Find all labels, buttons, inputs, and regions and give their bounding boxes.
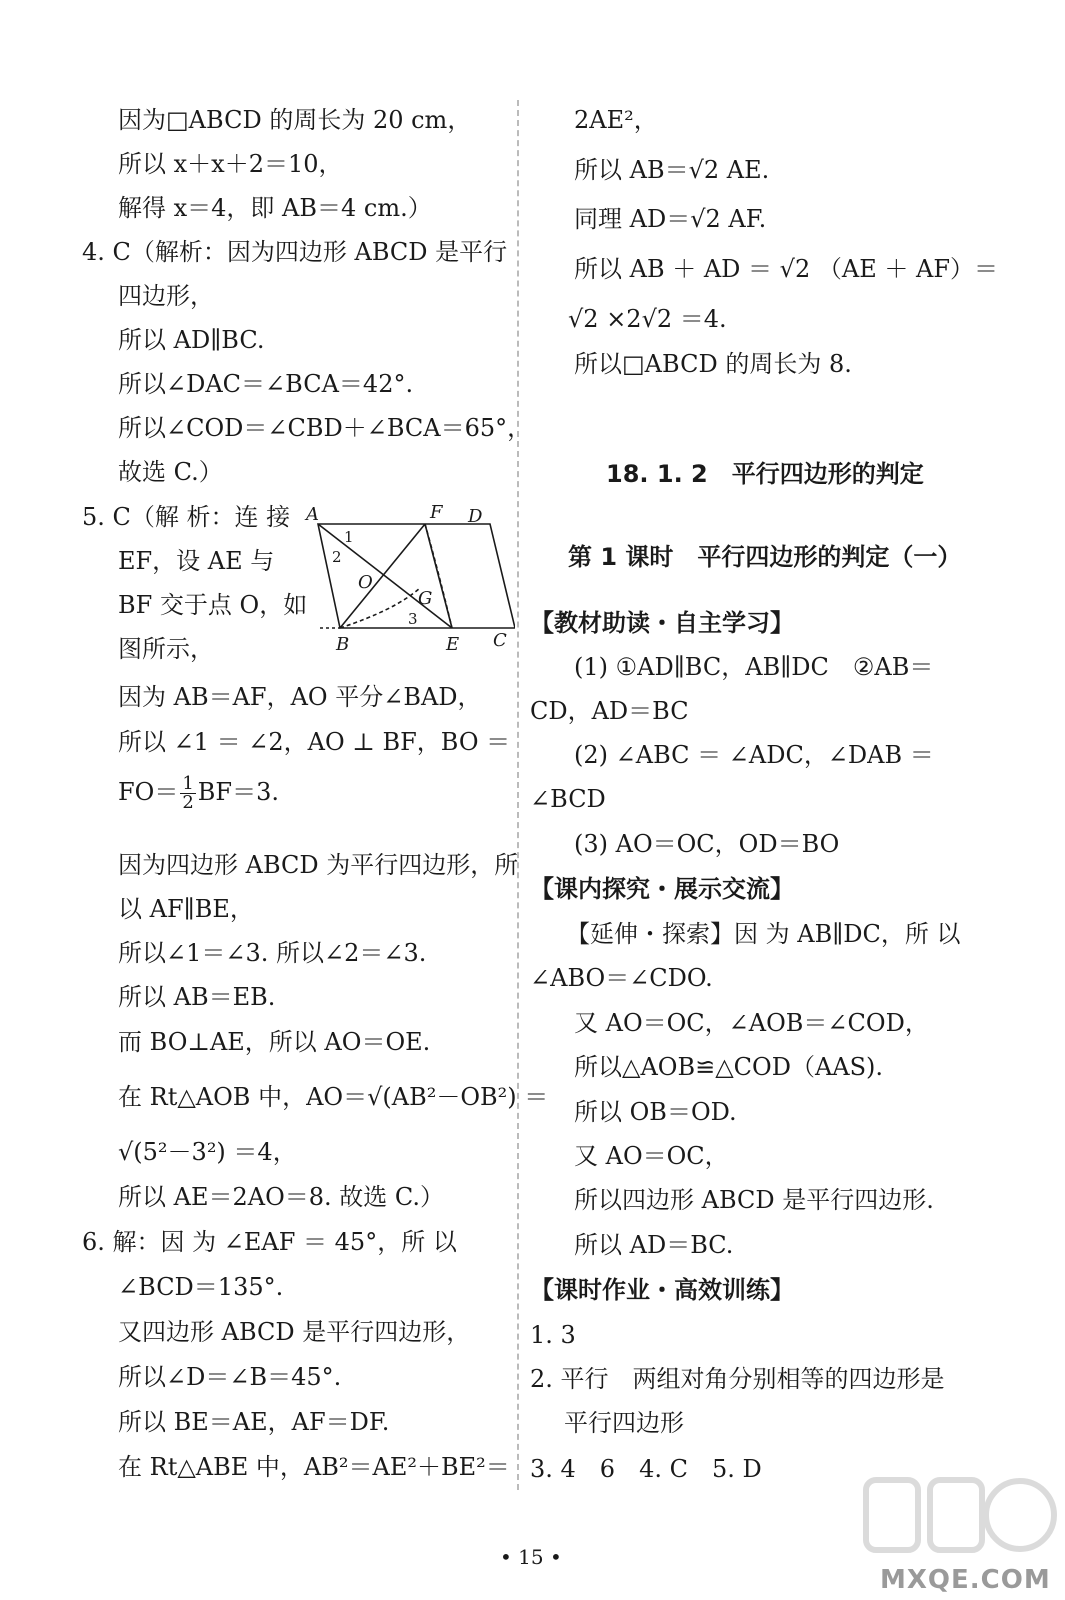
text-line: 所以△AOB≌△COD（AAS). [574, 1053, 884, 1081]
segment-ae [318, 524, 452, 628]
text-line: 以 AF∥BE， [118, 895, 254, 923]
text-line: √(5²－3²) ＝4， [118, 1138, 297, 1166]
text-line: 四边形， [118, 282, 214, 310]
text-line: 所以 AD＝BC. [574, 1231, 734, 1259]
fraction-line [118, 775, 279, 812]
text-line: ∠BCD [530, 785, 606, 813]
fraction-denominator: 2 [182, 792, 194, 813]
text-line: 所以四边形 ABCD 是平行四边形. [574, 1186, 934, 1214]
text-line: (2) ∠ABC ＝ ∠ADC，∠DAB ＝ [574, 741, 934, 769]
label-e: E [446, 634, 460, 655]
text-line: 所以 BE＝AE，AF＝DF. [118, 1408, 390, 1436]
answer-line: 平行四边形 [564, 1409, 684, 1437]
label-angle-1: 1 [344, 528, 354, 546]
text-fragment: BF＝3. [197, 778, 279, 806]
subsection-heading: 【教材助读・自主学习】 [530, 609, 794, 637]
text-line: 所以 OB＝OD. [574, 1098, 737, 1126]
label-angle-3: 3 [408, 610, 418, 628]
text-line: 2AE²， [574, 106, 658, 134]
subsection-heading: 【课时作业・高效训练】 [530, 1276, 794, 1304]
text-line: BF 交于点 O，如 [118, 591, 308, 619]
text-line: 图所示， [118, 635, 214, 663]
text-line: EF，设 AE 与 [118, 547, 275, 575]
text-line: 所以 AB ＋ AD ＝ √2 （AE ＋ AF）＝ [574, 255, 998, 283]
subsection-heading: 【课内探究・展示交流】 [530, 875, 794, 903]
label-b: B [336, 634, 350, 655]
question-4: 4. C（解析：因为四边形 ABCD 是平行 [82, 238, 508, 266]
text-line: 【延伸・探索】因 为 AB∥DC，所 以 [566, 920, 961, 948]
text-line: 在 Rt△ABE 中，AB²＝AE²＋BE²＝ [118, 1453, 510, 1481]
text-line: 所以 ∠1 ＝ ∠2，AO ⊥ BF，BO ＝ [118, 728, 511, 756]
text-line: 同理 AD＝√2 AF. [574, 205, 767, 233]
text-line: 所以 x＋x＋2＝10， [118, 150, 343, 178]
text-line: 因为□ABCD 的周长为 20 cm， [118, 106, 472, 134]
question-6: 6. 解：因 为 ∠EAF ＝ 45°，所 以 [82, 1228, 457, 1256]
fraction [180, 775, 195, 812]
text-line: 在 Rt△AOB 中，AO＝√(AB²－OB²) ＝ [118, 1083, 549, 1111]
text-line: 所以∠1＝∠3. 所以∠2＝∠3. [118, 939, 427, 967]
text-line: ∠BCD＝135°. [118, 1273, 284, 1301]
label-o: O [358, 572, 373, 593]
text-line: CD，AD＝BC [530, 697, 689, 725]
text-line: 所以□ABCD 的周长为 8. [574, 350, 852, 378]
section-title: 18. 1. 2 平行四边形的判定 [606, 460, 924, 488]
text-line: (1) ①AD∥BC，AB∥DC ②AB＝ [574, 653, 934, 681]
text-line: 因为 AB＝AF，AO 平分∠BAD， [118, 683, 482, 711]
page-number: • 15 • [500, 1545, 562, 1569]
label-f: F [430, 502, 443, 523]
text-line: ∠ABO＝∠CDO. [530, 964, 713, 992]
label-g: G [418, 588, 433, 609]
text-line: 因为四边形 ABCD 为平行四边形，所 [118, 851, 519, 879]
text-line: 故选 C.） [118, 458, 223, 486]
text-line: √2 ×2√2 ＝4. [568, 305, 727, 333]
watermark-text: MXQE.COM [880, 1565, 1051, 1595]
column-divider [517, 100, 519, 1490]
text-line: 又四边形 ABCD 是平行四边形， [118, 1318, 471, 1346]
label-a: A [306, 504, 319, 525]
lesson-title: 第 1 课时 平行四边形的判定（一） [568, 543, 962, 571]
answer-line: 2. 平行 两组对角分别相等的四边形是 [530, 1365, 945, 1393]
answer-line: 1. 3 [530, 1321, 576, 1349]
text-line: 所以∠COD＝∠CBD＋∠BCA＝65°， [118, 414, 532, 442]
text-line: 所以 AB＝√2 AE. [574, 156, 770, 184]
text-line: 所以 AE＝2AO＝8. 故选 C.） [118, 1183, 445, 1211]
question-5: 5. C（解 析：连 接 [82, 503, 291, 531]
answer-line: 3. 4 6 4. C 5. D [530, 1455, 762, 1483]
text-fragment: FO＝ [118, 778, 179, 806]
label-angle-2: 2 [332, 548, 342, 566]
text-line: 所以∠DAC＝∠BCA＝42°. [118, 370, 414, 398]
label-d: D [468, 506, 483, 527]
text-line: 又 AO＝OC，∠AOB＝∠COD， [574, 1009, 929, 1037]
parallelogram-figure [300, 500, 515, 660]
text-line: 所以 AB＝EB. [118, 983, 276, 1011]
label-c: C [493, 630, 507, 651]
text-line: 所以∠D＝∠B＝45°. [118, 1363, 342, 1391]
text-line: 而 BO⊥AE，所以 AO＝OE. [118, 1028, 431, 1056]
text-line: 所以 AD∥BC. [118, 326, 265, 354]
text-line: (3) AO＝OC，OD＝BO [574, 830, 840, 858]
text-line: 又 AO＝OC， [574, 1142, 729, 1170]
fraction-numerator: 1 [182, 773, 194, 794]
text-line: 解得 x＝4，即 AB＝4 cm.） [118, 194, 432, 222]
